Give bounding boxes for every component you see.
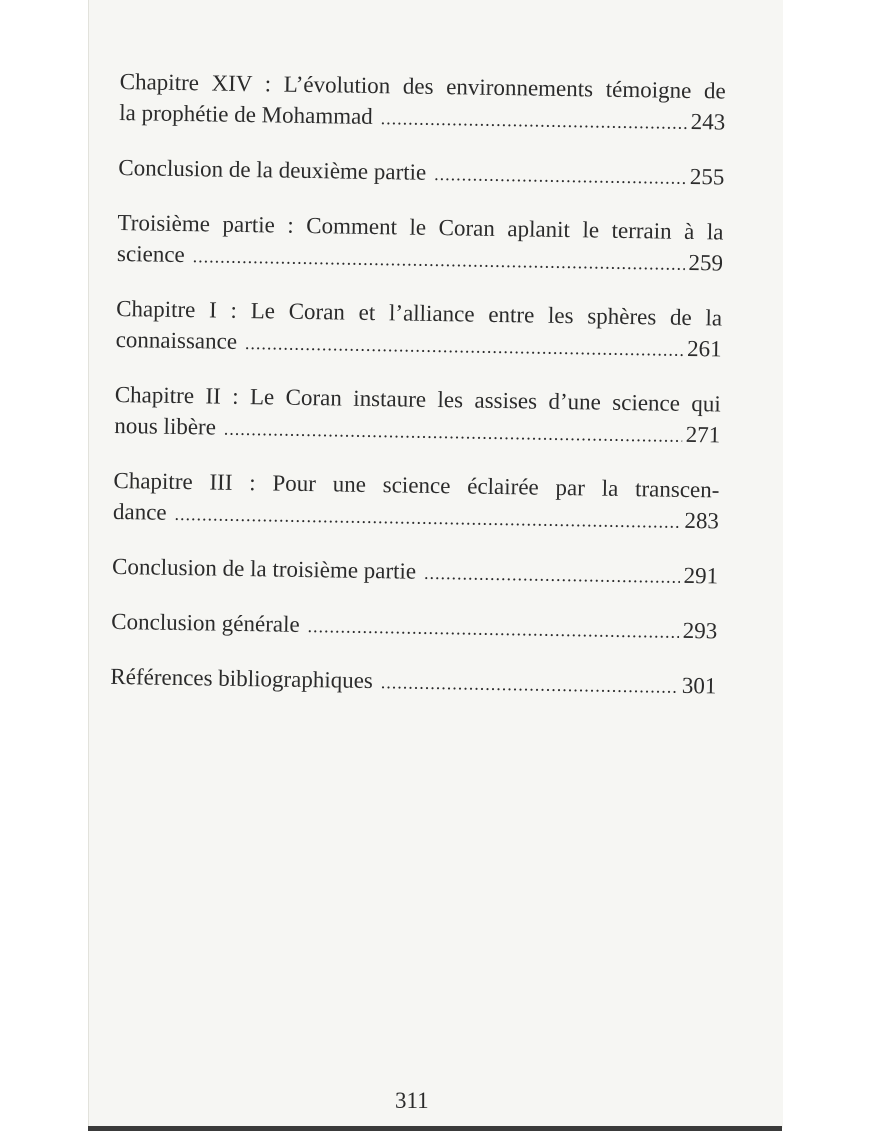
dot-leader — [307, 611, 679, 648]
toc-entry-title-line: Chapitre III : Pour une science éclairée par la transcen- — [113, 467, 720, 503]
toc-page-number: 271 — [685, 421, 721, 448]
dot-leader — [192, 241, 684, 280]
toc-entry — [114, 379, 721, 453]
toc-entry — [110, 661, 716, 704]
toc-entry-title: Conclusion de la troisième partie — [111, 553, 417, 584]
toc-entry-title-line: Chapitre XIV : L’évolution des environnements témoigne de — [119, 68, 726, 104]
toc-entry — [115, 293, 722, 367]
toc-entry-title: nous libère — [114, 412, 217, 440]
dot-leader — [381, 667, 678, 703]
toc-entry-title: Références bibliographiques — [110, 663, 374, 694]
toc-entry-title: dance — [112, 498, 167, 525]
toc-entry — [117, 207, 724, 281]
toc-entry-row — [112, 551, 718, 594]
toc-page-number: 243 — [690, 108, 726, 135]
toc-entry — [111, 606, 717, 649]
toc-entry-row — [110, 661, 716, 704]
page-bottom-edge — [88, 1126, 782, 1131]
toc-page-number: 283 — [684, 507, 720, 534]
toc-entry-title: science — [116, 240, 185, 268]
toc-entry — [113, 465, 720, 539]
toc-entry-title-line: Chapitre I : Le Coran et l’alliance entre les sphères de la — [115, 295, 723, 331]
toc-entry-title-line: Troisième partie : Comment le Coran aplanit le terrain à la — [117, 209, 724, 245]
table-of-contents — [110, 66, 726, 725]
toc-entry — [118, 152, 724, 195]
toc-page-number: 255 — [689, 163, 725, 190]
toc-entry — [119, 66, 726, 140]
toc-entry — [112, 551, 718, 594]
toc-page-number: 259 — [688, 249, 724, 276]
dot-leader — [434, 159, 686, 194]
toc-entry-row — [118, 152, 724, 195]
dot-leader — [245, 328, 684, 366]
toc-page-number: 291 — [683, 562, 719, 589]
dot-leader — [224, 414, 682, 452]
page-number: 311 — [395, 1088, 429, 1113]
toc-page-number: 261 — [686, 335, 722, 362]
toc-page-number: 293 — [682, 617, 718, 644]
toc-entry-title: Conclusion générale — [111, 608, 300, 637]
dot-leader — [424, 558, 680, 593]
dot-leader — [174, 499, 680, 538]
toc-entry-row — [111, 606, 717, 649]
toc-entry-title: la prophétie de Mohammad — [119, 99, 373, 129]
toc-entry-title: connaissance — [115, 326, 238, 354]
toc-page-number: 301 — [681, 672, 717, 699]
dot-leader — [381, 103, 687, 139]
toc-entry-title: Conclusion de la deuxième partie — [118, 154, 427, 185]
toc-entry-title-line: Chapitre II : Le Coran instaure les assises d’une science qui — [114, 381, 721, 417]
